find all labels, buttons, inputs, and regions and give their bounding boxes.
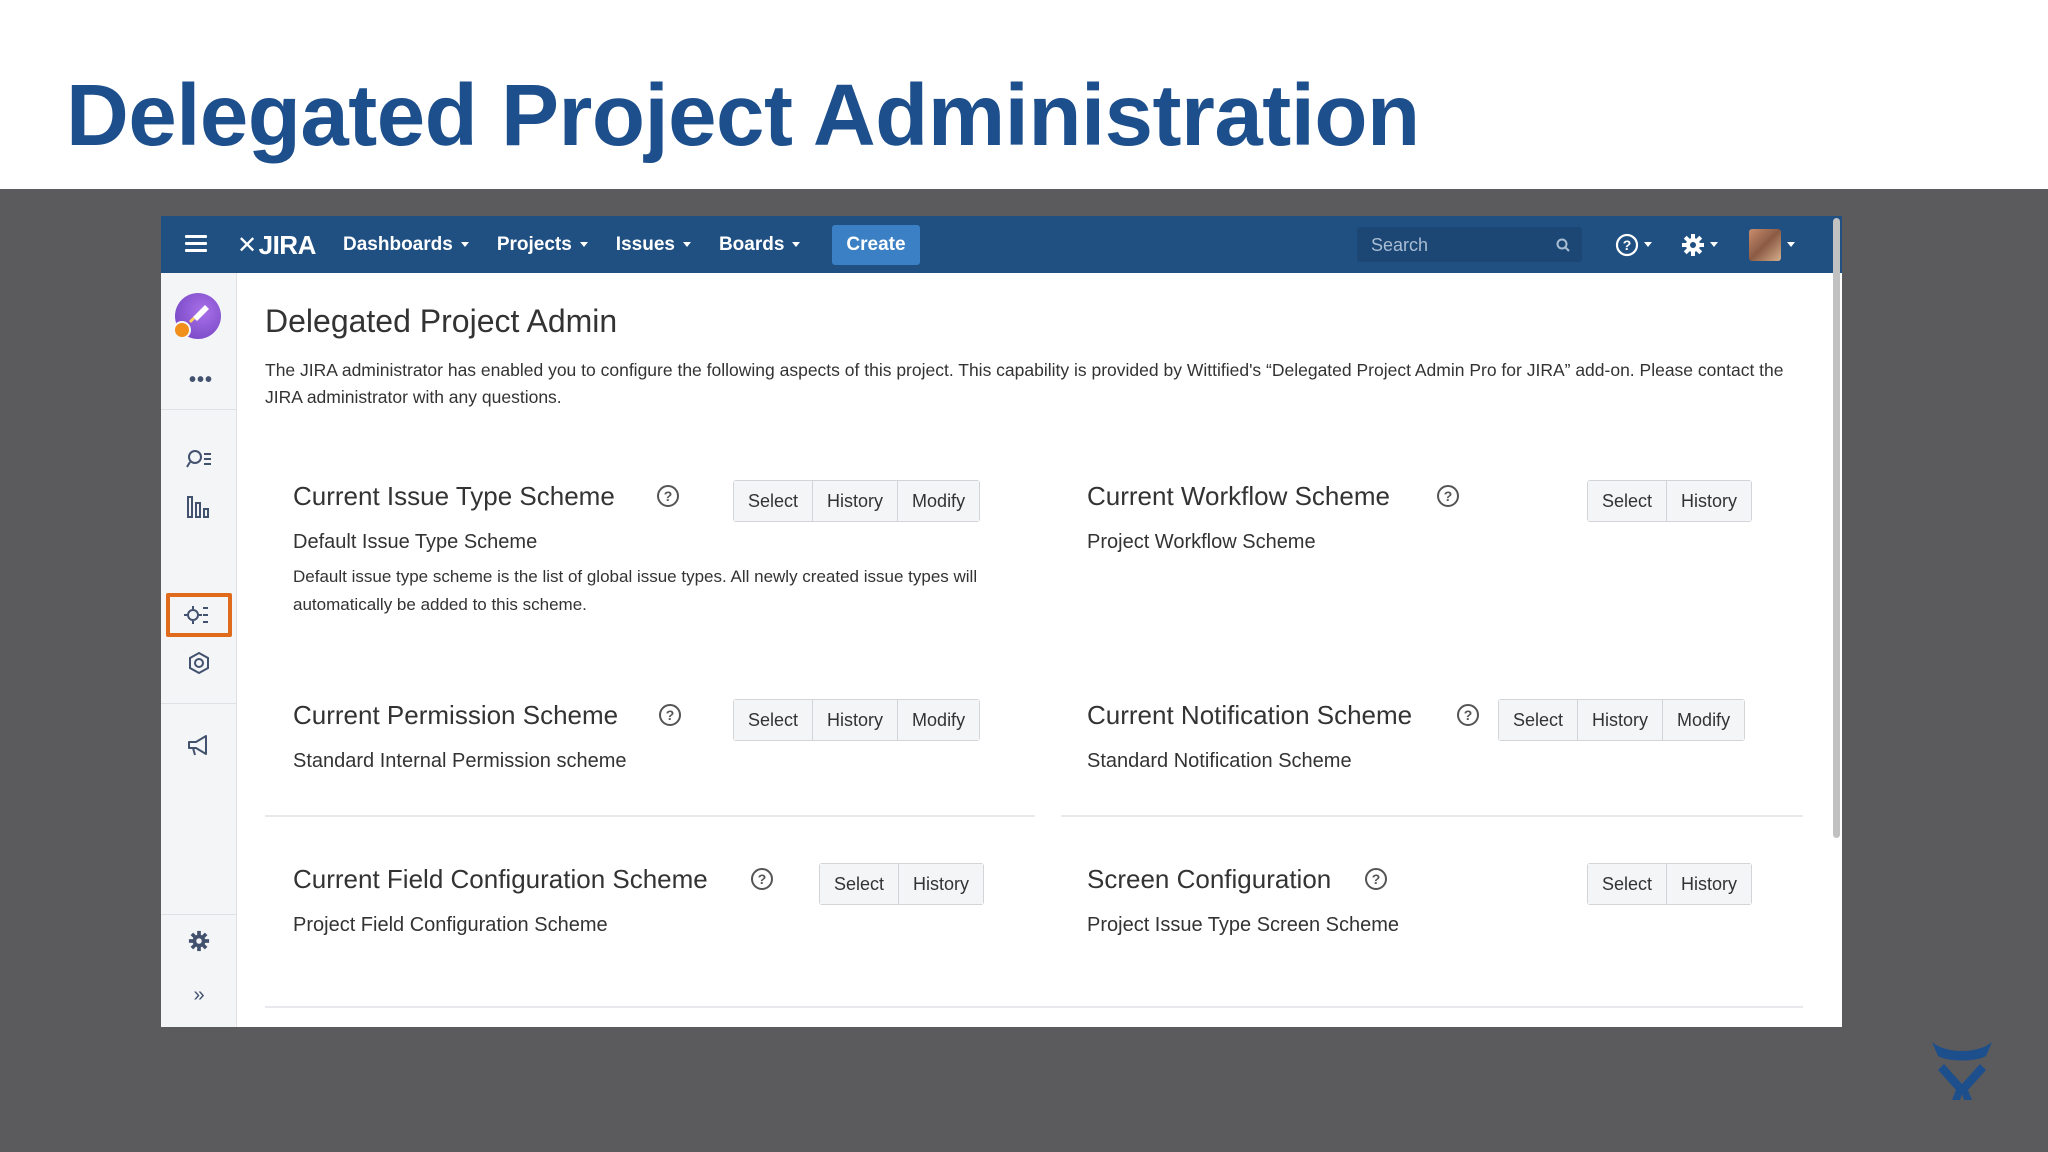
nav-menu <box>343 216 920 273</box>
screen-configuration-section <box>1087 864 1747 964</box>
jira-screenshot <box>161 216 1842 1027</box>
top-navigation <box>161 216 1842 273</box>
modify-button[interactable]: Modify <box>898 481 979 521</box>
page-title: Delegated Project Admin <box>265 303 618 339</box>
section-title: Screen Configuration <box>1087 864 1332 894</box>
chevron-down-icon <box>1787 242 1795 247</box>
scheme-actions <box>1498 699 1745 741</box>
chevron-down-icon <box>1710 242 1718 247</box>
notification-scheme-section <box>1087 700 1787 800</box>
scheme-actions <box>733 480 980 522</box>
workflow-scheme-section <box>1087 481 1747 581</box>
project-admin-icon[interactable] <box>183 599 215 631</box>
help-icon[interactable]: ? <box>751 868 773 890</box>
chevron-down-icon <box>683 242 691 247</box>
nav-projects[interactable]: Projects <box>497 234 588 256</box>
scheme-name: Project Workflow Scheme <box>1087 531 1316 553</box>
components-icon[interactable] <box>183 647 215 679</box>
help-icon[interactable]: ? <box>659 704 681 726</box>
slide-title: Delegated Project Administration <box>66 67 1420 164</box>
modify-button[interactable]: Modify <box>898 700 979 740</box>
chevron-down-icon <box>1644 242 1652 247</box>
section-title: Current Notification Scheme <box>1087 700 1413 730</box>
scheme-actions <box>733 699 980 741</box>
expand-sidebar-icon[interactable]: » <box>193 983 205 1006</box>
help-menu[interactable] <box>1615 216 1652 273</box>
history-button[interactable]: History <box>1578 700 1663 740</box>
select-button[interactable]: Select <box>1588 864 1667 904</box>
search-issues-icon[interactable] <box>183 443 215 475</box>
search-placeholder: Search <box>1371 235 1429 255</box>
issue-type-scheme-section <box>293 481 993 631</box>
project-type-badge <box>173 321 191 339</box>
page-description: The JIRA administrator has enabled you to configure the following aspects of this project. This capability is provided by Wittified's “Delegated Project Admin Pro for JIRA” add-on. Please contact the JIRA administrator with any questions. <box>265 360 1784 407</box>
slide-header <box>0 0 2048 189</box>
jira-logo[interactable]: ✕ JIRA <box>237 229 316 260</box>
scheme-actions <box>1587 863 1752 905</box>
history-button[interactable]: History <box>1667 481 1751 521</box>
history-button[interactable]: History <box>1667 864 1751 904</box>
gear-icon <box>1681 233 1705 257</box>
permission-scheme-section <box>293 700 993 800</box>
help-icon[interactable]: ? <box>1365 868 1387 890</box>
profile-menu[interactable] <box>1749 216 1795 273</box>
field-configuration-scheme-section <box>293 864 1033 964</box>
section-divider <box>265 1006 1803 1008</box>
help-icon[interactable]: ? <box>1437 485 1459 507</box>
chevron-down-icon <box>792 242 800 247</box>
search-input[interactable] <box>1357 227 1582 262</box>
scheme-name: Project Field Configuration Scheme <box>293 914 608 936</box>
modify-button[interactable]: Modify <box>1663 700 1744 740</box>
nav-issues[interactable]: Issues <box>616 234 691 256</box>
gear-icon[interactable] <box>183 925 215 957</box>
select-button[interactable]: Select <box>1588 481 1667 521</box>
select-button[interactable]: Select <box>1499 700 1578 740</box>
section-title: Current Issue Type Scheme <box>293 481 615 511</box>
select-button[interactable]: Select <box>734 700 813 740</box>
project-sidebar <box>161 273 237 1027</box>
scrollbar[interactable] <box>1833 218 1840 838</box>
scheme-description: Default issue type scheme is the list of global issue types. All newly created issue types will automatically be added to this scheme. <box>293 567 978 614</box>
more-icon[interactable]: ••• <box>189 369 214 391</box>
scheme-actions <box>1587 480 1752 522</box>
select-button[interactable]: Select <box>820 864 899 904</box>
history-button[interactable]: History <box>813 481 898 521</box>
sidebar-divider <box>161 703 237 704</box>
section-title: Current Field Configuration Scheme <box>293 864 708 894</box>
help-icon[interactable]: ? <box>1457 704 1479 726</box>
scheme-name: Default Issue Type Scheme <box>293 531 538 553</box>
chevron-down-icon <box>461 242 469 247</box>
section-title: Current Workflow Scheme <box>1087 481 1390 511</box>
help-icon[interactable]: ? <box>657 485 679 507</box>
project-avatar[interactable] <box>175 293 221 339</box>
search-icon <box>1556 238 1570 252</box>
section-title: Current Permission Scheme <box>293 700 619 730</box>
sidebar-divider <box>161 409 237 410</box>
megaphone-icon[interactable] <box>183 729 215 761</box>
history-button[interactable]: History <box>899 864 983 904</box>
help-icon <box>1615 233 1639 257</box>
scheme-actions <box>819 863 984 905</box>
scheme-name: Standard Internal Permission scheme <box>293 750 627 772</box>
scheme-name: Standard Notification Scheme <box>1087 750 1352 772</box>
reports-icon[interactable] <box>183 491 215 523</box>
nav-boards[interactable]: Boards <box>719 234 800 256</box>
section-divider <box>1061 815 1803 817</box>
nav-dashboards[interactable]: Dashboards <box>343 234 469 256</box>
create-button[interactable]: Create <box>832 225 919 265</box>
atlassian-logo-icon <box>1926 1036 1998 1106</box>
chevron-down-icon <box>580 242 588 247</box>
menu-icon[interactable] <box>185 235 207 253</box>
svg-text:?: ? <box>1622 236 1632 253</box>
sidebar-divider <box>161 914 237 915</box>
settings-menu[interactable] <box>1681 216 1718 273</box>
avatar <box>1749 229 1781 261</box>
history-button[interactable]: History <box>813 700 898 740</box>
section-divider <box>265 815 1035 817</box>
main-content <box>237 273 1842 1027</box>
atlassian-logo-icon: ✕ <box>237 231 257 259</box>
scheme-name: Project Issue Type Screen Scheme <box>1087 914 1400 936</box>
select-button[interactable]: Select <box>734 481 813 521</box>
